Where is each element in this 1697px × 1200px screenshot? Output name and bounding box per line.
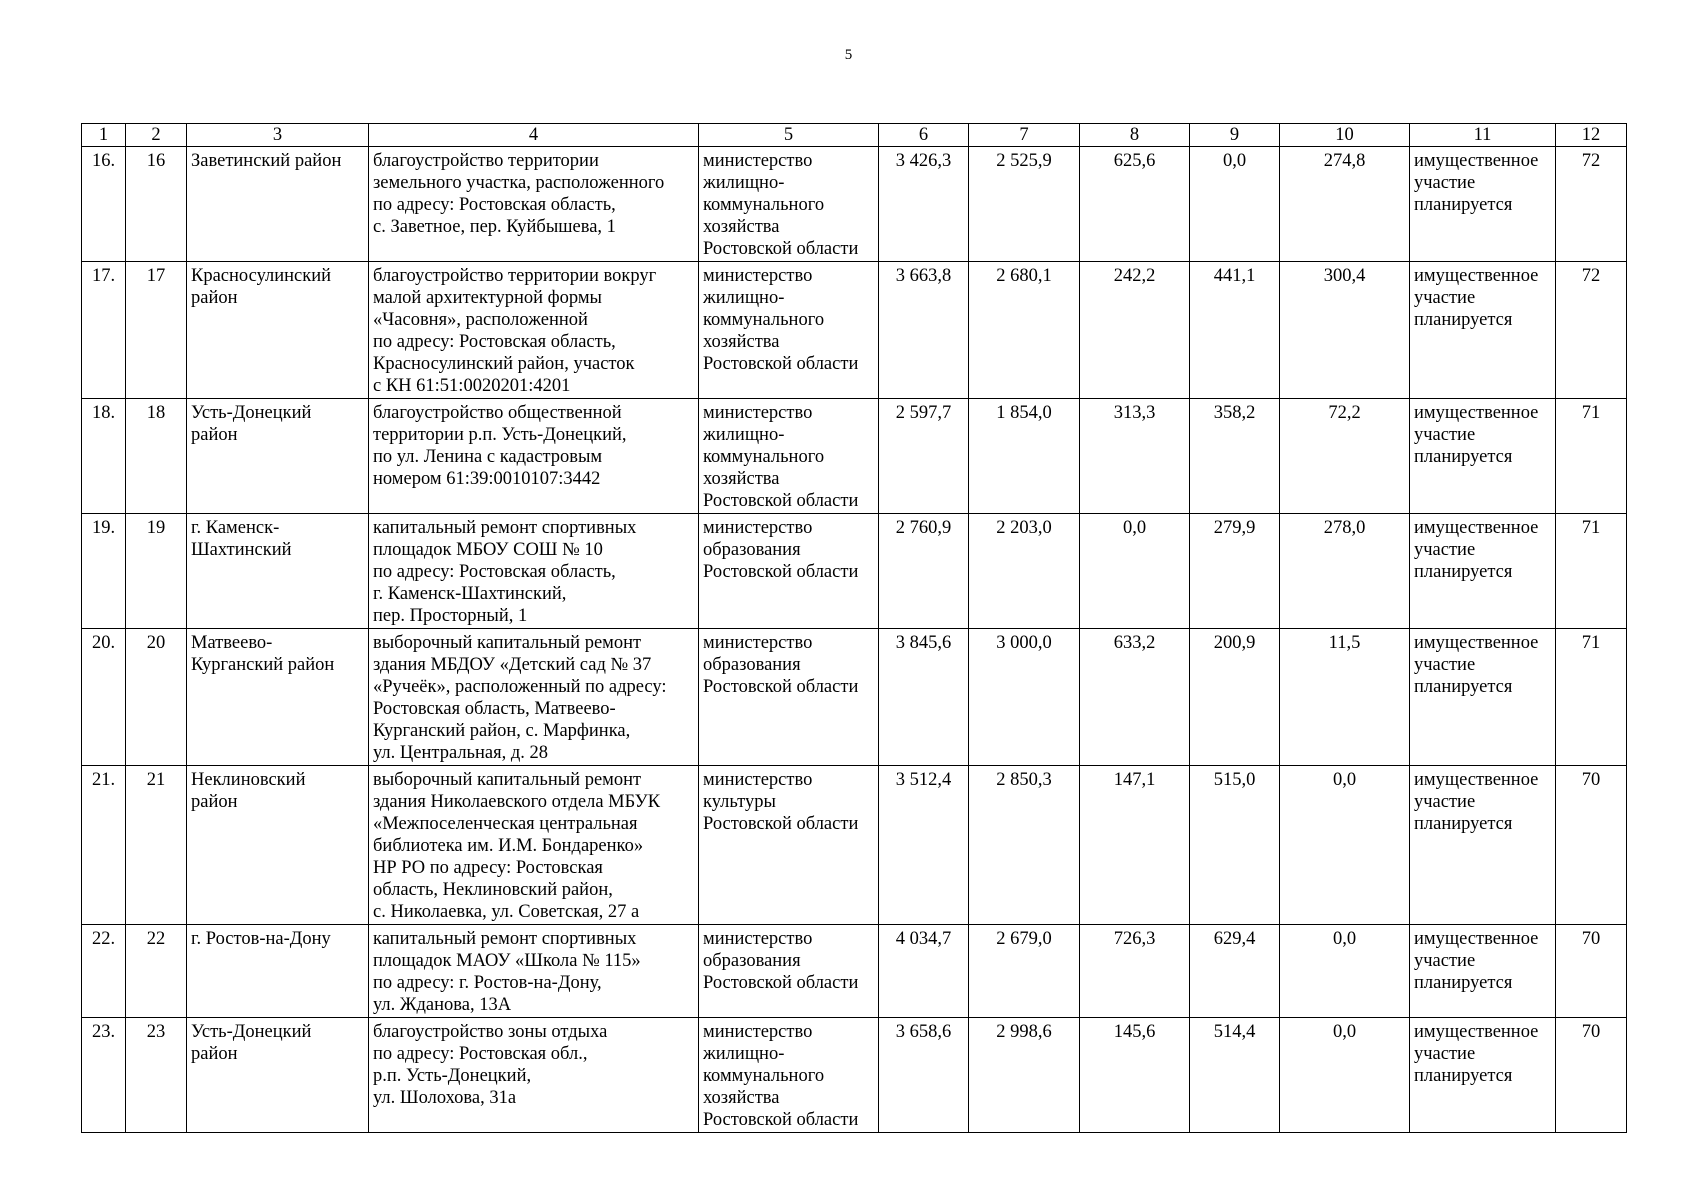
cell-score xyxy=(1556,766,1627,925)
cell-object xyxy=(369,925,699,1018)
cell-ministry-text: министерство жилищно- коммунального хозяйства Ростовской области xyxy=(703,266,859,374)
cell-number xyxy=(126,925,187,1018)
cell-col10 xyxy=(1280,399,1410,514)
table-row xyxy=(82,147,1627,262)
cell-col9 xyxy=(1190,514,1280,629)
cell-col10-text: 0,0 xyxy=(1332,1022,1357,1042)
cell-number xyxy=(126,766,187,925)
column-header-12: 12 xyxy=(1556,124,1627,147)
cell-object xyxy=(369,514,699,629)
cell-object xyxy=(369,262,699,399)
cell-ministry-text: министерство культуры Ростовской области xyxy=(703,770,859,834)
cell-col8-text: 0,0 xyxy=(1122,518,1147,538)
cell-ministry xyxy=(699,147,879,262)
cell-col10-text: 300,4 xyxy=(1323,266,1366,286)
cell-ministry xyxy=(699,629,879,766)
cell-col7 xyxy=(969,1018,1080,1133)
cell-score-text: 70 xyxy=(1581,1022,1601,1042)
table-row xyxy=(82,925,1627,1018)
cell-number xyxy=(126,514,187,629)
cell-col6-text: 3 845,6 xyxy=(895,633,952,653)
cell-col8 xyxy=(1080,1018,1190,1133)
cell-col6-text: 3 658,6 xyxy=(895,1022,952,1042)
cell-score-text: 71 xyxy=(1581,403,1601,423)
cell-col9-text: 358,2 xyxy=(1213,403,1256,423)
cell-index-text: 17. xyxy=(91,266,116,286)
cell-score-text: 70 xyxy=(1581,770,1601,790)
header-row xyxy=(82,124,1627,147)
cell-col7-text: 2 679,0 xyxy=(996,929,1052,949)
cell-participation-text: имущественное участие планируется xyxy=(1414,1022,1539,1086)
cell-col6-text: 3 663,8 xyxy=(895,266,952,286)
cell-district-text: Красносулинский район xyxy=(191,266,332,308)
cell-number xyxy=(126,262,187,399)
cell-col10-text: 0,0 xyxy=(1332,929,1357,949)
cell-col9 xyxy=(1190,399,1280,514)
cell-object-text: капитальный ремонт спортивных площадок МАОУ «Школа № 115» по адресу: г. Ростов-на-Дону, ул. Жданова, 13А xyxy=(373,929,641,1015)
cell-score-text: 70 xyxy=(1581,929,1601,949)
cell-col7-text: 2 525,9 xyxy=(996,151,1052,171)
cell-participation-text: имущественное участие планируется xyxy=(1414,518,1539,582)
cell-col9-text: 441,1 xyxy=(1213,266,1256,286)
cell-object xyxy=(369,1018,699,1133)
cell-col7-text: 2 998,6 xyxy=(996,1022,1052,1042)
cell-col9 xyxy=(1190,925,1280,1018)
cell-district xyxy=(187,514,369,629)
cell-number-text: 19 xyxy=(146,518,166,538)
column-header-5: 5 xyxy=(699,124,879,147)
cell-col9-text: 629,4 xyxy=(1213,929,1256,949)
cell-district-text: Неклиновский район xyxy=(191,770,306,812)
cell-index xyxy=(82,766,126,925)
cell-col6 xyxy=(879,147,969,262)
cell-ministry-text: министерство жилищно- коммунального хозяйства Ростовской области xyxy=(703,1022,859,1130)
cell-col6-text: 2 597,7 xyxy=(895,403,952,423)
cell-col8-text: 145,6 xyxy=(1113,1022,1156,1042)
table-row xyxy=(82,399,1627,514)
cell-index xyxy=(82,925,126,1018)
cell-col6 xyxy=(879,514,969,629)
cell-col7-text: 1 854,0 xyxy=(996,403,1052,423)
cell-participation xyxy=(1410,1018,1556,1133)
cell-score xyxy=(1556,925,1627,1018)
cell-col7 xyxy=(969,147,1080,262)
cell-score-text: 71 xyxy=(1581,518,1601,538)
cell-col6 xyxy=(879,766,969,925)
column-header-2: 2 xyxy=(126,124,187,147)
cell-object-text: выборочный капитальный ремонт здания МБДОУ «Детский сад № 37 «Ручеёк», расположенный по адресу: Ростовская область, Матвеево- Курганский район, с. Марфинка, ул. Центральная, д. 28 xyxy=(373,633,667,763)
table-row xyxy=(82,766,1627,925)
data-table xyxy=(81,123,1627,1133)
cell-col8 xyxy=(1080,399,1190,514)
cell-object-text: благоустройство территории вокруг малой архитектурной формы «Часовня», расположенной по адресу: Ростовская область, Красносулинский район, участок с КН 61:51:0020201:4201 xyxy=(373,266,657,396)
cell-index-text: 23. xyxy=(91,1022,116,1042)
cell-district-text: Матвеево- Курганский район xyxy=(191,633,335,675)
cell-district-text: Усть-Донецкий район xyxy=(191,403,312,445)
cell-col6 xyxy=(879,629,969,766)
column-header-4: 4 xyxy=(369,124,699,147)
cell-col7 xyxy=(969,399,1080,514)
cell-number xyxy=(126,1018,187,1133)
cell-col6-text: 3 426,3 xyxy=(895,151,952,171)
cell-col7-text: 3 000,0 xyxy=(996,633,1052,653)
cell-col10-text: 72,2 xyxy=(1328,403,1361,423)
cell-number xyxy=(126,399,187,514)
cell-number xyxy=(126,629,187,766)
cell-score-text: 72 xyxy=(1581,266,1601,286)
cell-number-text: 16 xyxy=(146,151,166,171)
cell-col9-text: 279,9 xyxy=(1213,518,1256,538)
cell-col8 xyxy=(1080,925,1190,1018)
cell-col8 xyxy=(1080,766,1190,925)
cell-col10 xyxy=(1280,514,1410,629)
cell-participation xyxy=(1410,766,1556,925)
cell-col10 xyxy=(1280,766,1410,925)
cell-ministry-text: министерство жилищно- коммунального хозяйства Ростовской области xyxy=(703,403,859,511)
cell-col9 xyxy=(1190,1018,1280,1133)
table-row xyxy=(82,514,1627,629)
cell-object-text: благоустройство зоны отдыха по адресу: Ростовская обл., р.п. Усть-Донецкий, ул. Шолохова, 31а xyxy=(373,1022,608,1108)
cell-col9 xyxy=(1190,147,1280,262)
cell-index xyxy=(82,629,126,766)
cell-participation xyxy=(1410,925,1556,1018)
cell-index-text: 21. xyxy=(91,770,116,790)
cell-index xyxy=(82,514,126,629)
cell-object-text: капитальный ремонт спортивных площадок МБОУ СОШ № 10 по адресу: Ростовская область, г. Каменск-Шахтинский, пер. Просторный, 1 xyxy=(373,518,637,626)
cell-object xyxy=(369,629,699,766)
cell-number-text: 17 xyxy=(146,266,166,286)
cell-index xyxy=(82,262,126,399)
cell-district xyxy=(187,766,369,925)
cell-score xyxy=(1556,147,1627,262)
cell-col9 xyxy=(1190,766,1280,925)
cell-ministry-text: министерство образования Ростовской области xyxy=(703,633,859,697)
cell-district-text: г. Каменск- Шахтинский xyxy=(191,518,292,560)
cell-col7 xyxy=(969,766,1080,925)
column-header-1: 1 xyxy=(82,124,126,147)
cell-district xyxy=(187,629,369,766)
cell-col8 xyxy=(1080,514,1190,629)
cell-col6 xyxy=(879,399,969,514)
column-header-7: 7 xyxy=(969,124,1080,147)
table-row xyxy=(82,629,1627,766)
cell-col8-text: 242,2 xyxy=(1113,266,1156,286)
cell-col10-text: 278,0 xyxy=(1323,518,1366,538)
cell-score xyxy=(1556,262,1627,399)
cell-participation-text: имущественное участие планируется xyxy=(1414,633,1539,697)
cell-index-text: 19. xyxy=(91,518,116,538)
cell-col6-text: 4 034,7 xyxy=(895,929,952,949)
cell-col9-text: 514,4 xyxy=(1213,1022,1256,1042)
cell-number-text: 20 xyxy=(146,633,166,653)
cell-object-text: выборочный капитальный ремонт здания Николаевского отдела МБУК «Межпоселенческая центральная библиотека им. И.М. Бондаренко» НР РО по адресу: Ростовская область, Неклиновский район, с. Николаевка, ул. Советская, 27 а xyxy=(373,770,661,922)
cell-col7 xyxy=(969,262,1080,399)
cell-ministry-text: министерство образования Ростовской области xyxy=(703,518,859,582)
cell-score-text: 71 xyxy=(1581,633,1601,653)
cell-number-text: 18 xyxy=(146,403,166,423)
cell-district xyxy=(187,925,369,1018)
cell-col9-text: 200,9 xyxy=(1213,633,1256,653)
cell-col7 xyxy=(969,514,1080,629)
cell-col9 xyxy=(1190,262,1280,399)
cell-col8-text: 625,6 xyxy=(1113,151,1156,171)
cell-participation-text: имущественное участие планируется xyxy=(1414,929,1539,993)
cell-score-text: 72 xyxy=(1581,151,1601,171)
cell-number-text: 22 xyxy=(146,929,166,949)
column-header-10: 10 xyxy=(1280,124,1410,147)
table-row xyxy=(82,1018,1627,1133)
cell-score xyxy=(1556,629,1627,766)
cell-ministry-text: министерство образования Ростовской области xyxy=(703,929,859,993)
cell-col10 xyxy=(1280,1018,1410,1133)
cell-participation-text: имущественное участие планируется xyxy=(1414,770,1539,834)
cell-col8-text: 726,3 xyxy=(1113,929,1156,949)
table-header xyxy=(82,124,1627,147)
cell-col6-text: 3 512,4 xyxy=(895,770,952,790)
cell-participation-text: имущественное участие планируется xyxy=(1414,266,1539,330)
cell-district xyxy=(187,399,369,514)
cell-index-text: 20. xyxy=(91,633,116,653)
cell-score xyxy=(1556,514,1627,629)
page-number: 5 xyxy=(844,47,853,63)
cell-district xyxy=(187,147,369,262)
cell-col6 xyxy=(879,1018,969,1133)
column-header-11: 11 xyxy=(1410,124,1556,147)
cell-number xyxy=(126,147,187,262)
cell-participation-text: имущественное участие планируется xyxy=(1414,403,1539,467)
cell-col8-text: 147,1 xyxy=(1113,770,1156,790)
cell-col9-text: 0,0 xyxy=(1222,151,1247,171)
cell-object xyxy=(369,147,699,262)
cell-district-text: Усть-Донецкий район xyxy=(191,1022,312,1064)
cell-col8 xyxy=(1080,629,1190,766)
cell-ministry xyxy=(699,262,879,399)
cell-district xyxy=(187,1018,369,1133)
cell-participation xyxy=(1410,629,1556,766)
cell-index-text: 18. xyxy=(91,403,116,423)
cell-col10 xyxy=(1280,925,1410,1018)
cell-ministry xyxy=(699,399,879,514)
cell-col8 xyxy=(1080,147,1190,262)
column-header-6: 6 xyxy=(879,124,969,147)
table-body xyxy=(82,147,1627,1133)
cell-col10-text: 0,0 xyxy=(1332,770,1357,790)
cell-index-text: 16. xyxy=(91,151,116,171)
cell-ministry xyxy=(699,1018,879,1133)
cell-participation xyxy=(1410,514,1556,629)
cell-col7-text: 2 850,3 xyxy=(996,770,1052,790)
cell-number-text: 23 xyxy=(146,1022,166,1042)
column-header-3: 3 xyxy=(187,124,369,147)
cell-col7-text: 2 680,1 xyxy=(996,266,1052,286)
cell-col10-text: 11,5 xyxy=(1328,633,1361,653)
cell-number-text: 21 xyxy=(146,770,166,790)
cell-col7 xyxy=(969,629,1080,766)
cell-ministry xyxy=(699,925,879,1018)
cell-index xyxy=(82,1018,126,1133)
cell-col8-text: 313,3 xyxy=(1113,403,1156,423)
cell-participation xyxy=(1410,399,1556,514)
cell-participation xyxy=(1410,262,1556,399)
cell-object-text: благоустройство общественной территории р.п. Усть-Донецкий, по ул. Ленина с кадастровым номером 61:39:0010107:3442 xyxy=(373,403,627,489)
cell-participation xyxy=(1410,147,1556,262)
cell-col7 xyxy=(969,925,1080,1018)
cell-col8 xyxy=(1080,262,1190,399)
cell-col8-text: 633,2 xyxy=(1113,633,1156,653)
cell-col10 xyxy=(1280,629,1410,766)
cell-col7-text: 2 203,0 xyxy=(996,518,1052,538)
cell-col10 xyxy=(1280,262,1410,399)
cell-district-text: г. Ростов-на-Дону xyxy=(191,929,331,949)
cell-col10-text: 274,8 xyxy=(1323,151,1366,171)
cell-index xyxy=(82,399,126,514)
cell-index-text: 22. xyxy=(91,929,116,949)
cell-district-text: Заветинский район xyxy=(191,151,342,171)
table-row xyxy=(82,262,1627,399)
cell-col6 xyxy=(879,925,969,1018)
cell-object xyxy=(369,399,699,514)
cell-ministry xyxy=(699,766,879,925)
cell-district xyxy=(187,262,369,399)
cell-participation-text: имущественное участие планируется xyxy=(1414,151,1539,215)
cell-col9 xyxy=(1190,629,1280,766)
cell-score xyxy=(1556,399,1627,514)
cell-score xyxy=(1556,1018,1627,1133)
cell-object xyxy=(369,766,699,925)
column-header-8: 8 xyxy=(1080,124,1190,147)
column-header-9: 9 xyxy=(1190,124,1280,147)
cell-col10 xyxy=(1280,147,1410,262)
cell-ministry xyxy=(699,514,879,629)
cell-object-text: благоустройство территории земельного участка, расположенного по адресу: Ростовская область, с. Заветное, пер. Куйбышева, 1 xyxy=(373,151,665,237)
cell-col6 xyxy=(879,262,969,399)
cell-index xyxy=(82,147,126,262)
cell-col9-text: 515,0 xyxy=(1213,770,1256,790)
cell-col6-text: 2 760,9 xyxy=(895,518,952,538)
cell-ministry-text: министерство жилищно- коммунального хозяйства Ростовской области xyxy=(703,151,859,259)
